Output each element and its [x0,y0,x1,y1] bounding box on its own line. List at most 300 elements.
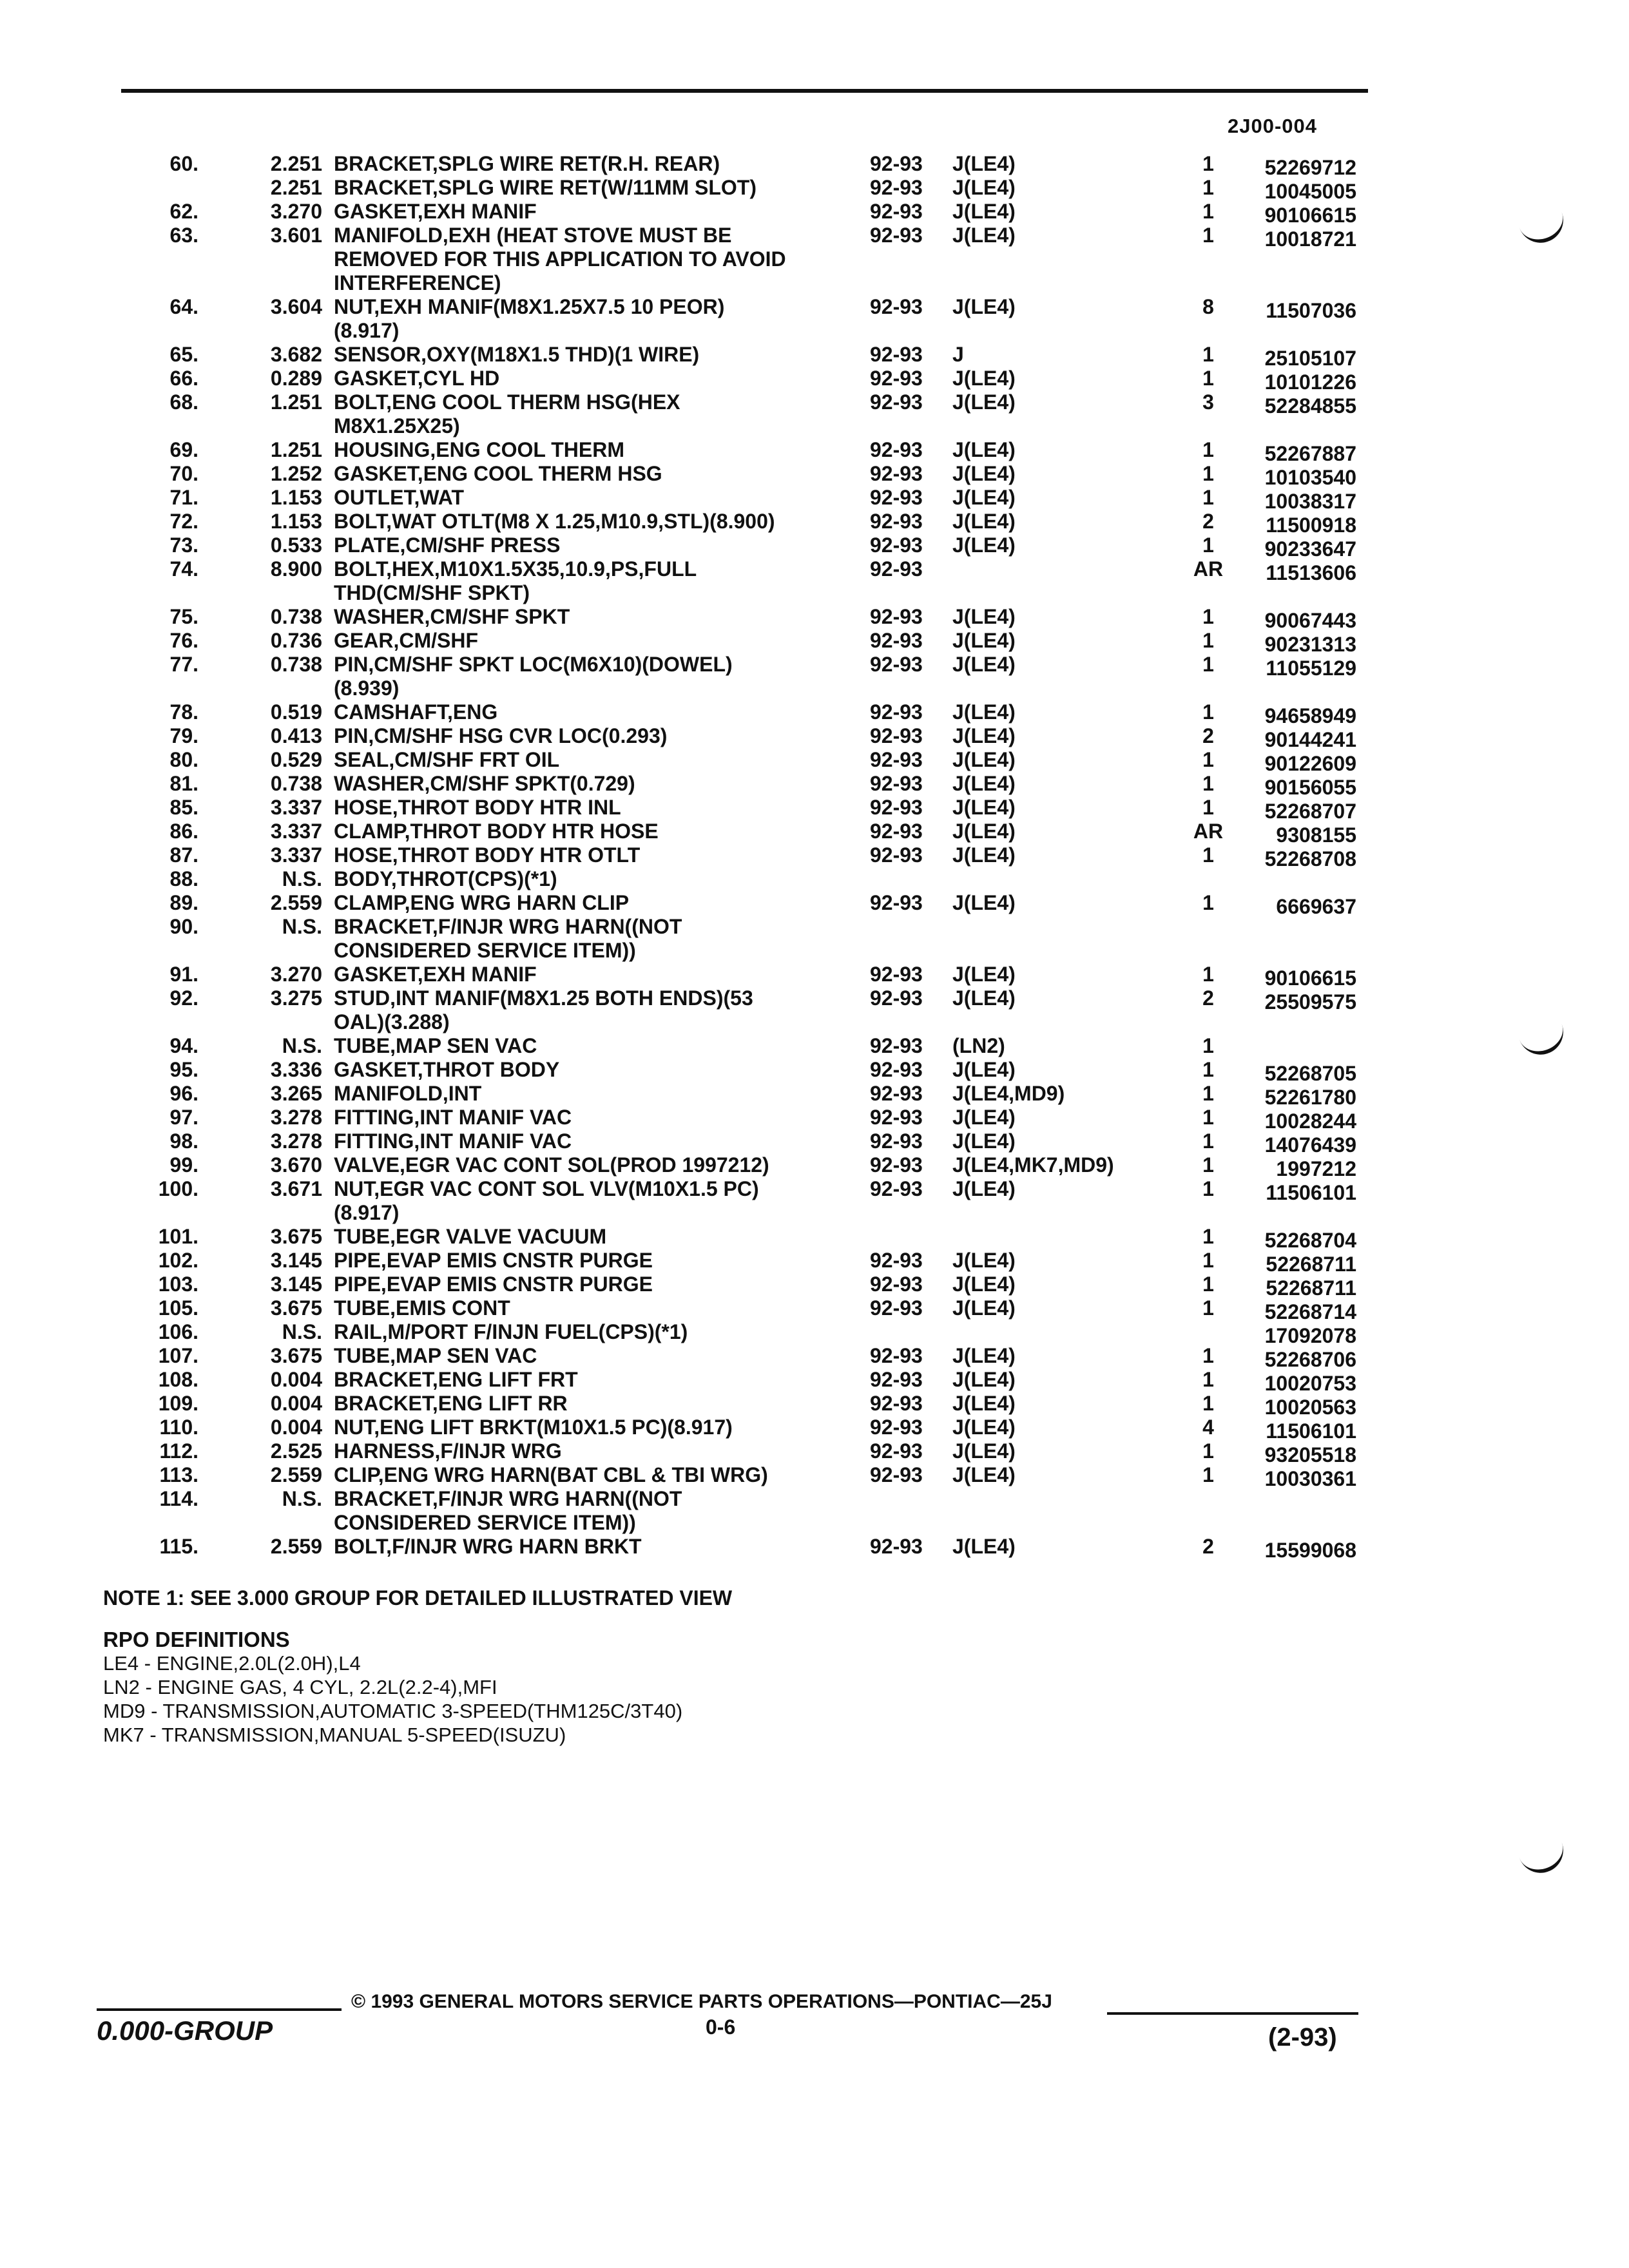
part-row [0,1344,1629,1371]
group-number: 0.004 [270,1368,322,1391]
part-detail: ,INT MANIF(M8X1.25 BOTH ENDS)(53 [390,986,753,1010]
part-detail: ,F/INJR WRG [434,1439,562,1463]
group-number: 3.337 [270,843,322,867]
application [952,1129,1016,1153]
quantity: 1 [1202,1225,1214,1248]
part-row [0,1487,1629,1535]
part-name: HOSE [334,843,392,867]
quantity: 1 [1202,1177,1214,1200]
group-number: 0.738 [270,772,322,795]
part-number: 52268705 [1264,1062,1356,1085]
quantity: 1 [1202,1034,1214,1057]
application [952,891,1016,915]
application-code: J(LE4) [952,1177,1016,1200]
part-row [0,486,1629,513]
part-name: PIPE [334,1273,381,1296]
application-code: J(LE4) [952,1273,1016,1296]
application-code: J(LE4) [952,1392,1016,1415]
part-row [0,1463,1629,1490]
part-name: FITTING [334,1106,414,1129]
top-rule [121,89,1368,93]
part-row [0,724,1629,751]
part-name: HOSE [334,796,392,819]
quantity: 1 [1202,1344,1214,1367]
part-detail: ,ENG WRG HARN CLIP [404,891,630,914]
application [952,1296,1016,1320]
model-years: 92-93 [870,343,923,366]
group-number: N.S. [282,1034,322,1057]
part-detail: ,CM/SHF SPKT [424,605,570,628]
part-number: 11500918 [1266,514,1356,537]
group-number: 0.519 [270,700,322,724]
model-years: 92-93 [870,1296,923,1320]
part-name: BOLT [334,557,387,581]
application-code: J(LE4) [952,796,1016,819]
part-number: 90122609 [1264,752,1356,775]
group-number: 0.533 [270,533,322,557]
part-name: BOLT [334,510,387,533]
model-years: 92-93 [870,1058,923,1081]
part-number: 94658949 [1264,704,1356,727]
part-name: WASHER [334,605,425,628]
item-number: 107. [158,1344,198,1367]
part-detail: ,SPLG WIRE RET(R.H. REAR) [432,152,720,175]
part-detail: ,EMIS CONT [390,1296,510,1320]
item-number: 87. [169,843,198,867]
application-code: J(LE4) [952,1416,1016,1439]
part-number: 10030361 [1264,1467,1356,1490]
model-years: 92-93 [870,1463,923,1486]
part-detail: ,THROT BODY HTR OTLT [392,843,641,867]
application [952,1463,1016,1487]
application [952,200,1016,224]
quantity: 1 [1202,1058,1214,1081]
part-row [0,1439,1629,1466]
part-detail: ,SPLG WIRE RET(W/11MM SLOT) [432,176,757,199]
part-row [0,843,1629,870]
part-row [0,1106,1629,1133]
part-detail: ,F/INJR WRG HARN((NOT [432,1487,682,1510]
part-number: 9308155 [1276,823,1356,847]
application-code: J(LE4) [952,629,1016,652]
application [952,1392,1016,1416]
quantity: 1 [1202,152,1214,175]
part-name: BRACKET [334,152,432,175]
group-number: 1.252 [270,462,322,485]
part-number: 10038317 [1264,490,1356,513]
model-years: 92-93 [870,557,923,581]
group-number: 1.251 [270,438,322,461]
quantity: 1 [1202,1153,1214,1177]
group-number: 0.413 [270,724,322,747]
part-detail: ,WAT OTLT(M8 X 1.25,M10.9,STL)(8.900) [386,510,775,533]
quantity: 1 [1202,367,1214,390]
application-code: J(LE4,MD9) [952,1082,1065,1105]
quantity: 1 [1202,224,1214,247]
model-years: 92-93 [870,629,923,652]
application [952,1034,1005,1058]
application [952,390,1016,414]
application [952,152,1016,176]
model-years: 92-93 [870,1249,923,1272]
part-detail: ,EGR VAC CONT SOL(PROD 1997212) [399,1153,769,1177]
model-years: 92-93 [870,533,923,557]
item-number: 88. [169,867,198,890]
application-code: J(LE4) [952,724,1016,747]
part-row [0,772,1629,799]
part-number: 52268714 [1264,1300,1356,1323]
part-number: 52268707 [1264,800,1356,823]
part-detail: ,EXH MANIF [417,963,537,986]
part-detail: ,CM/SHF [393,629,478,652]
application [952,1249,1016,1273]
part-detail: ,INT [442,1082,482,1105]
quantity: 1 [1202,533,1214,557]
part-row [0,915,1629,963]
part-row [0,438,1629,465]
quantity: 1 [1202,891,1214,914]
item-number: 100. [158,1177,198,1200]
item-number: 101. [158,1225,198,1248]
group-number: 3.601 [270,224,322,247]
part-row [0,1249,1629,1276]
application-code: J(LE4) [952,1106,1016,1129]
application-code: J(LE4) [952,462,1016,485]
part-row [0,224,1629,295]
application-code: J(LE4) [952,1439,1016,1463]
quantity: 1 [1202,772,1214,795]
part-name: CLAMP [334,820,405,843]
item-number: 78. [169,700,198,724]
application [952,986,1016,1010]
quantity: 1 [1202,176,1214,199]
part-number: 10101226 [1264,370,1356,394]
quantity: 1 [1202,1368,1214,1391]
part-number: 6669637 [1276,895,1356,918]
item-number: 110. [159,1416,198,1439]
part-name: TUBE [334,1344,390,1367]
application-code: J(LE4) [952,963,1016,986]
part-detail: ,ENG LIFT BRKT(M10X1.5 PC)(8.917) [374,1416,733,1439]
part-row [0,629,1629,656]
part-detail: ,CM/SHF HSG CVR LOC(0.293) [368,724,668,747]
part-row [0,986,1629,1034]
item-number: 73. [169,533,198,557]
quantity: AR [1193,820,1224,843]
part-number: 90067443 [1264,609,1356,632]
application [952,1082,1065,1106]
group-number: 3.270 [270,963,322,986]
part-name: GASKET [334,200,418,223]
group-label: 0.000-GROUP [97,2015,273,2046]
quantity: 4 [1202,1416,1214,1439]
group-number: N.S. [282,1320,322,1343]
part-row [0,867,1629,891]
part-number: 25105107 [1264,347,1356,370]
part-row [0,1058,1629,1085]
part-detail-continued: CONSIDERED SERVICE ITEM)) [334,939,636,962]
part-name: NUT [334,295,374,318]
group-number: 0.004 [270,1416,322,1439]
part-detail: ,ENG LIFT RR [432,1392,568,1415]
part-number: 90233647 [1264,537,1356,561]
part-detail: ,WAT [414,486,465,509]
model-years: 92-93 [870,1368,923,1391]
part-detail: ,INT MANIF VAC [414,1129,572,1153]
part-row [0,963,1629,990]
part-description [334,1487,985,1535]
part-row [0,1535,1629,1562]
quantity: 1 [1202,796,1214,819]
application-code: J(LE4) [952,1344,1016,1367]
quantity: 1 [1202,1273,1214,1296]
application-code: J(LE4) [952,486,1016,509]
part-detail: ,CM/SHF SPKT LOC(M6X10)(DOWEL) [368,653,733,676]
group-number: 2.559 [270,1463,322,1486]
model-years: 92-93 [870,367,923,390]
application [952,605,1016,629]
model-years: 92-93 [870,700,923,724]
model-years: 92-93 [870,1439,923,1463]
item-number: 66. [169,367,198,390]
copyright-line: © 1993 GENERAL MOTORS SERVICE PARTS OPERATIONS—PONTIAC—25J [351,1991,1052,2012]
rpo-definition: MK7 - TRANSMISSION,MANUAL 5-SPEED(ISUZU) [103,1724,566,1746]
item-number: 103. [158,1273,198,1296]
footer-rule-right [1107,2012,1358,2015]
quantity: 1 [1202,438,1214,461]
quantity: 1 [1202,486,1214,509]
part-name: BRACKET [334,1368,432,1391]
part-name: PIN [334,724,369,747]
item-number: 80. [169,748,198,771]
part-detail: ,ENG COOL THERM HSG [417,462,662,485]
part-detail: ,ENG LIFT FRT [432,1368,578,1391]
part-name: MANIFOLD [334,224,443,247]
group-number: 1.251 [270,390,322,414]
model-years: 92-93 [870,486,923,509]
part-number: 90106615 [1264,204,1356,227]
check-mark-icon [1517,1836,1570,1879]
item-number: 74. [169,557,198,581]
quantity: 2 [1202,510,1214,533]
part-name: SEAL [334,748,389,771]
item-number: 60. [169,152,198,175]
part-name: SENSOR [334,343,421,366]
part-number: 52268706 [1264,1348,1356,1371]
part-detail: ,EXH (HEAT STOVE MUST BE [442,224,732,247]
application-code: J(LE4) [952,1249,1016,1272]
model-years: 92-93 [870,510,923,533]
part-row [0,1392,1629,1419]
item-number: 102. [158,1249,198,1272]
part-row [0,295,1629,343]
application-code: J(LE4) [952,1535,1016,1558]
group-number: 1.153 [270,510,322,533]
part-row [0,152,1629,179]
application-code: J(LE4) [952,224,1016,247]
group-number: 8.900 [270,557,322,581]
part-detail: ,MAP SEN VAC [390,1344,537,1367]
item-number: 97. [169,1106,198,1129]
application [952,1344,1016,1368]
group-number: 3.337 [270,820,322,843]
document-code: 2J00-004 [1228,115,1318,137]
quantity: 1 [1202,629,1214,652]
part-number: 25509575 [1264,990,1356,1014]
part-row [0,1225,1629,1252]
part-name: WASHER [334,772,425,795]
part-detail: ,THROT BODY HTR HOSE [404,820,659,843]
quantity: 2 [1202,724,1214,747]
quantity: 1 [1202,1082,1214,1105]
part-name: BOLT [334,1535,387,1558]
model-years: 92-93 [870,295,923,318]
application [952,748,1016,772]
item-number: 79. [169,724,198,747]
application-code: J(LE4) [952,390,1016,414]
model-years: 92-93 [870,1416,923,1439]
application [952,1106,1016,1129]
rpo-definition: LE4 - ENGINE,2.0L(2.0H),L4 [103,1652,361,1675]
part-name: GASKET [334,1058,418,1081]
part-detail: ,EVAP EMIS CNSTR PURGE [380,1273,653,1296]
part-row [0,1082,1629,1109]
part-number: 52267887 [1264,442,1356,465]
application-code: J(LE4) [952,510,1016,533]
part-name: MANIFOLD [334,1082,443,1105]
part-number: 90106615 [1264,966,1356,990]
part-row [0,1034,1629,1058]
application [952,963,1016,986]
item-number: 85. [169,796,198,819]
model-years: 92-93 [870,200,923,223]
part-number: 14076439 [1264,1133,1356,1157]
model-years: 92-93 [870,152,923,175]
part-row [0,343,1629,370]
group-number: 2.525 [270,1439,322,1463]
part-name: VALVE [334,1153,400,1177]
model-years: 92-93 [870,390,923,414]
part-detail-continued: CONSIDERED SERVICE ITEM)) [334,1511,636,1534]
group-number: 0.004 [270,1392,322,1415]
part-row [0,390,1629,438]
item-number: 115. [159,1535,198,1558]
application [952,224,1016,247]
application-code: J(LE4) [952,200,1016,223]
item-number: 70. [169,462,198,485]
application [952,843,1016,867]
application-code: (LN2) [952,1034,1005,1057]
part-number: 11507036 [1266,299,1356,322]
quantity: 1 [1202,1463,1214,1486]
part-detail: ,INT MANIF VAC [414,1106,572,1129]
application-code: J(LE4) [952,843,1016,867]
group-number: 0.289 [270,367,322,390]
application [952,1368,1016,1392]
part-number: 10028244 [1264,1110,1356,1133]
quantity: 1 [1202,963,1214,986]
part-number: 52268711 [1266,1253,1356,1276]
part-name: RAIL [334,1320,382,1343]
model-years: 92-93 [870,986,923,1010]
part-detail-continued: (8.939) [334,677,400,700]
part-row [0,1177,1629,1225]
group-number: 2.559 [270,1535,322,1558]
item-number: 72. [169,510,198,533]
application-code: J(LE4) [952,653,1016,676]
application [952,533,1016,557]
item-number: 75. [169,605,198,628]
item-number: 90. [169,915,198,938]
group-number: 3.145 [270,1273,322,1296]
part-number: 90231313 [1264,633,1356,656]
part-row [0,200,1629,227]
group-number: 3.278 [270,1106,322,1129]
quantity: 1 [1202,1439,1214,1463]
model-years: 92-93 [870,724,923,747]
part-name: BRACKET [334,176,432,199]
part-row [0,557,1629,605]
part-row [0,653,1629,700]
part-number: 11055129 [1266,657,1356,680]
model-years: 92-93 [870,605,923,628]
part-row [0,1296,1629,1323]
application [952,176,1016,200]
footer-rule-left [97,2008,342,2011]
item-number: 68. [169,390,198,414]
page-number: 0-6 [706,2015,736,2039]
quantity: 1 [1202,462,1214,485]
item-number: 63. [169,224,198,247]
application [952,1177,1016,1201]
part-number: 11506101 [1266,1181,1356,1204]
part-row [0,1273,1629,1300]
part-number: 10018721 [1264,227,1356,251]
model-years: 92-93 [870,1153,923,1177]
item-number: 71. [169,486,198,509]
part-detail: ,CM/SHF FRT OIL [389,748,560,771]
application-code: J(LE4) [952,820,1016,843]
part-name: GASKET [334,963,418,986]
note-1: NOTE 1: SEE 3.000 GROUP FOR DETAILED ILLUSTRATED VIEW [103,1586,733,1610]
part-name: TUBE [334,1225,390,1248]
part-row [0,891,1629,918]
part-detail: ,ENG WRG HARN(BAT CBL & TBI WRG) [378,1463,768,1486]
part-detail: ,EGR VAC CONT SOL VLV(M10X1.5 PC) [374,1177,759,1200]
part-number: 52268708 [1264,847,1356,870]
application [952,1153,1114,1177]
application-code: J(LE4) [952,891,1016,914]
item-number: 69. [169,438,198,461]
group-number: 0.738 [270,605,322,628]
item-number: 65. [169,343,198,366]
part-name: GASKET [334,367,418,390]
quantity: 1 [1202,200,1214,223]
part-number: 52268711 [1266,1276,1356,1300]
part-number: 11513606 [1266,561,1356,584]
part-detail: ,THROT BODY [417,1058,560,1081]
item-number: 112. [159,1439,198,1463]
part-name: BOLT [334,390,387,414]
model-years: 92-93 [870,1392,923,1415]
group-number: 3.675 [270,1344,322,1367]
quantity: 1 [1202,700,1214,724]
model-years: 92-93 [870,1273,923,1296]
application-code: J(LE4) [952,533,1016,557]
model-years: 92-93 [870,1034,923,1057]
quantity: 8 [1202,295,1214,318]
application [952,510,1016,533]
